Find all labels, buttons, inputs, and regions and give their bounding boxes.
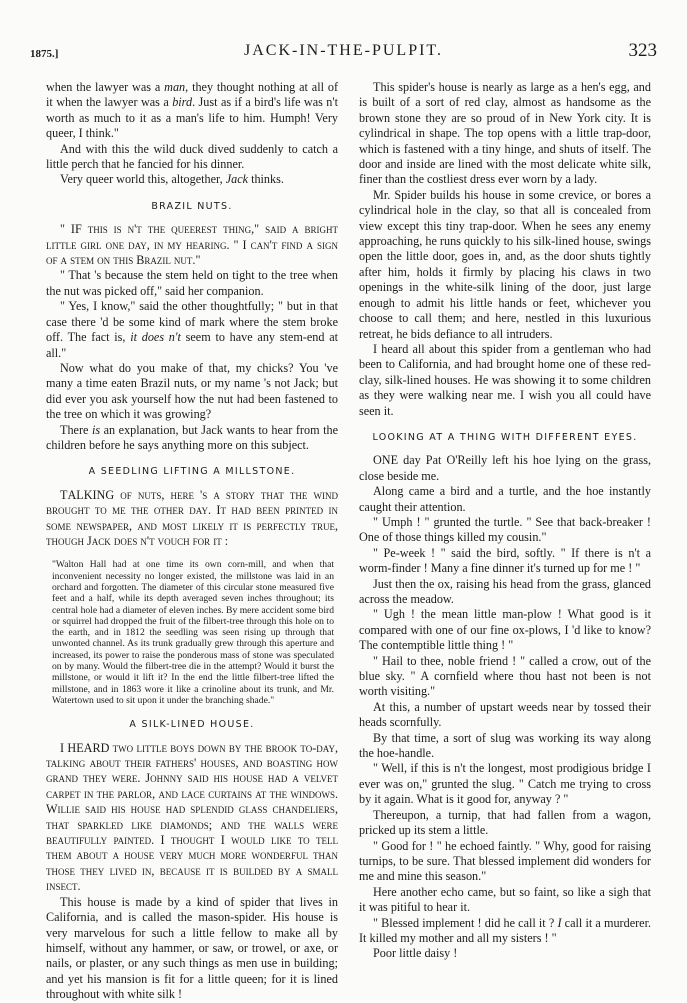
paragraph: This spider's house is nearly as large as a hen's egg, and is built of a sort of red clay, almost as handsome as the brown stone they are so proud of in New York city. It is cylindrical in shape. The top opens with a little trap-door, which is fastened with a tiny hinge, and shuts of itself. The door and inside are lined with the most delicate white silk, finer than the costliest dress ever worn by a lady. (359, 80, 651, 187)
paragraph: " Yes, I know," said the other thoughtfully; " but in that case there 'd be some kind of mark where the stem broke off. The fact is, it does n't seem to have any stem-end at all." (46, 299, 338, 360)
paragraph: " Blessed implement ! did he call it ? I call it a murderer. It killed my mother and all my sisters ! " (359, 915, 652, 945)
header-title: JACK-IN-THE-PULPIT. (243, 42, 443, 59)
section-heading-seedling: A SEEDLING LIFTING A MILLSTONE. (88, 466, 296, 478)
paragraph: There is an explanation, but Jack wants to hear from the children before he says anything more on this subject. (46, 422, 338, 452)
paragraph: " Umph ! " grunted the turtle. " See that back-breaker ! One of those things killed my cousin." (359, 514, 651, 545)
quoted-excerpt: "Walton Hall had at one time its own corn-mill, and when that inconvenient necessity no longer existed, the millstone was laid in an orchard and forgotten. The diameter of this circular stone measured five feet and a half, while its depth averaged seven inches throughout; its central hole had a diameter of eleven inches. By mere accident some bird or squirrel had dropped the fruit of the filbert-tree through this hole on to the earth, and in 1812 the seedling was seen rising up through that unwonted channel. As its trunk gradually grew through this aperture and increased, its power to raise the ponderous mass of stone was speculated on by many. Would the filbert-tree die in the attempt? Would it burst the millstone, or would it lift it? In the end the little filbert-tree lifted the millstone, and in 1863 wore it like a crinoline about its trunk, and Mr. Watertown used to sit upon it under the branching shade." (52, 559, 334, 706)
paragraph: when the lawyer was a man, they thought nothing at all of it when the lawyer was a bird. Just as if a bird's life was n't worth as much to it as a man's life to him. Humph! Very queer, I think." (46, 80, 338, 141)
paragraph: Thereupon, a turnip, that had fallen from a wagon, pricked up its stem a little. (359, 807, 651, 838)
paragraph: This house is made by a kind of spider that lives in California, and is called the mason-spider. His house is very marvelous for such a little fellow to make all by himself, without any hammer, or saw, or trowel, or axe, or nails, or plaster, or any such things as men use in building; and yet his mansion is fit for a little queen; for it is lined throughout with white silk ! (46, 894, 338, 1002)
paragraph: Along came a bird and a turtle, and the hoe instantly caught their attention. (359, 484, 651, 514)
paragraph: Now what do you make of that, my chicks? You 've many a time eaten Brazil nuts, or my name 's not Jack; but did ever you ask yourself how the nut had been fastened to the tree on which it was growing? (46, 360, 338, 422)
paragraph: ONE day Pat O'Reilly left his hoe lying on the grass, close beside me. (359, 453, 651, 483)
paragraph: I HEARD two little boys down by the brook to-day, talking about their fathers' houses, and boasting how grand they were. Johnny said his house had a velvet carpet in the parlor, and lace curtains at the windows. Willie said his house had splendid glass chandeliers, that sparkled like diamonds; and the walls were beautifully painted. I thought I would like to tell them about a house very much more wonderful than those they lived in, because it is builded by a small insect. (46, 740, 339, 894)
paragraph: " That 's because the stem held on tight to the tree when the nut was picked off," said her companion. (46, 268, 338, 298)
paragraph: " Well, if this is n't the longest, most prodigious bridge I ever was on," grunted the slug. " Catch me trying to cross by it again. What is it good for, anyway ? " (359, 761, 651, 807)
paragraph: Mr. Spider builds his house in some crevice, or bores a cylindrical hole in the clay, so that all is concealed from view except this tiny trap-door. When he sees any enemy approaching, he runs quickly to his silk-lined house, swings open the little door, goes in, and, as the door shuts tightly after him, holds it firmly by placing his claws in two openings in the white-silk lining of the door, just large enough to admit his little hands or feet, whichever you choose to call them; and here, nestled in this luxurious retreat, he bids defiance to all intruders. (359, 187, 651, 341)
left-column (46, 80, 338, 1003)
paragraph: " Ugh ! the mean little man-plow ! What good is it compared with one of our fine ox-plows, I 'd like to know? The contemptible little thing ! " (359, 607, 651, 653)
paragraph: Just then the ox, raising his head from the grass, glanced across the meadow. (359, 576, 651, 606)
paragraph: " Pe-week ! " said the bird, softly. " If there is n't a worm-finder ! Many a fine dinner it's turned up for me ! " (359, 545, 651, 576)
section-heading-brazil-nuts: BRAZIL NUTS. (151, 200, 233, 212)
right-column (359, 80, 651, 962)
paragraph: " IF this is n't the queerest thing," said a bright little girl one day, in my hearing. " I can't find a sign of a stem on this Brazil nut." (46, 222, 338, 268)
paragraph: At this, a number of upstart weeds near by tossed their heads scornfully. (359, 699, 651, 730)
paragraph: Poor little daisy ! (373, 946, 458, 961)
paragraph: By that time, a sort of slug was working its way along the hoe-handle. (359, 730, 651, 761)
paragraph: " Hail to thee, noble friend ! " called a crow, out of the blue sky. " A cornfield where thou hast not been is not worth visiting." (359, 653, 651, 699)
paragraph: TALKING of nuts, here 's a story that the wind brought to me the other day. It had been printed in some newspaper, and most likely it is perfectly true, though Jack does n't vouch for it : (46, 487, 338, 548)
running-header (30, 42, 657, 66)
paragraph: " Good for ! " he echoed faintly. " Why, good for raising turnips, to be sure. That blessed implement did wonders for me and mine this season." (359, 838, 651, 884)
paragraph: And with this the wild duck dived suddenly to catch a little perch that he fancied for his dinner. (46, 141, 338, 172)
page-number: 323 (628, 40, 657, 61)
section-heading-different-eyes: LOOKING AT A THING WITH DIFFERENT EYES. (372, 431, 638, 443)
paragraph: Very queer world this, altogether, Jack thinks. (60, 172, 284, 187)
paragraph: I heard all about this spider from a gentleman who had been to California, and had brought home one of these red-clay, silk-lined houses. He was showing it to some children as they were walking near me. I wish you all could have seen it. (359, 341, 651, 418)
paragraph: Here another echo came, but so faint, so like a sigh that it was pitiful to hear it. (359, 884, 651, 915)
header-year: 1875.] (30, 48, 59, 60)
section-heading-silk-lined-house: A SILK-LINED HOUSE. (129, 719, 255, 731)
